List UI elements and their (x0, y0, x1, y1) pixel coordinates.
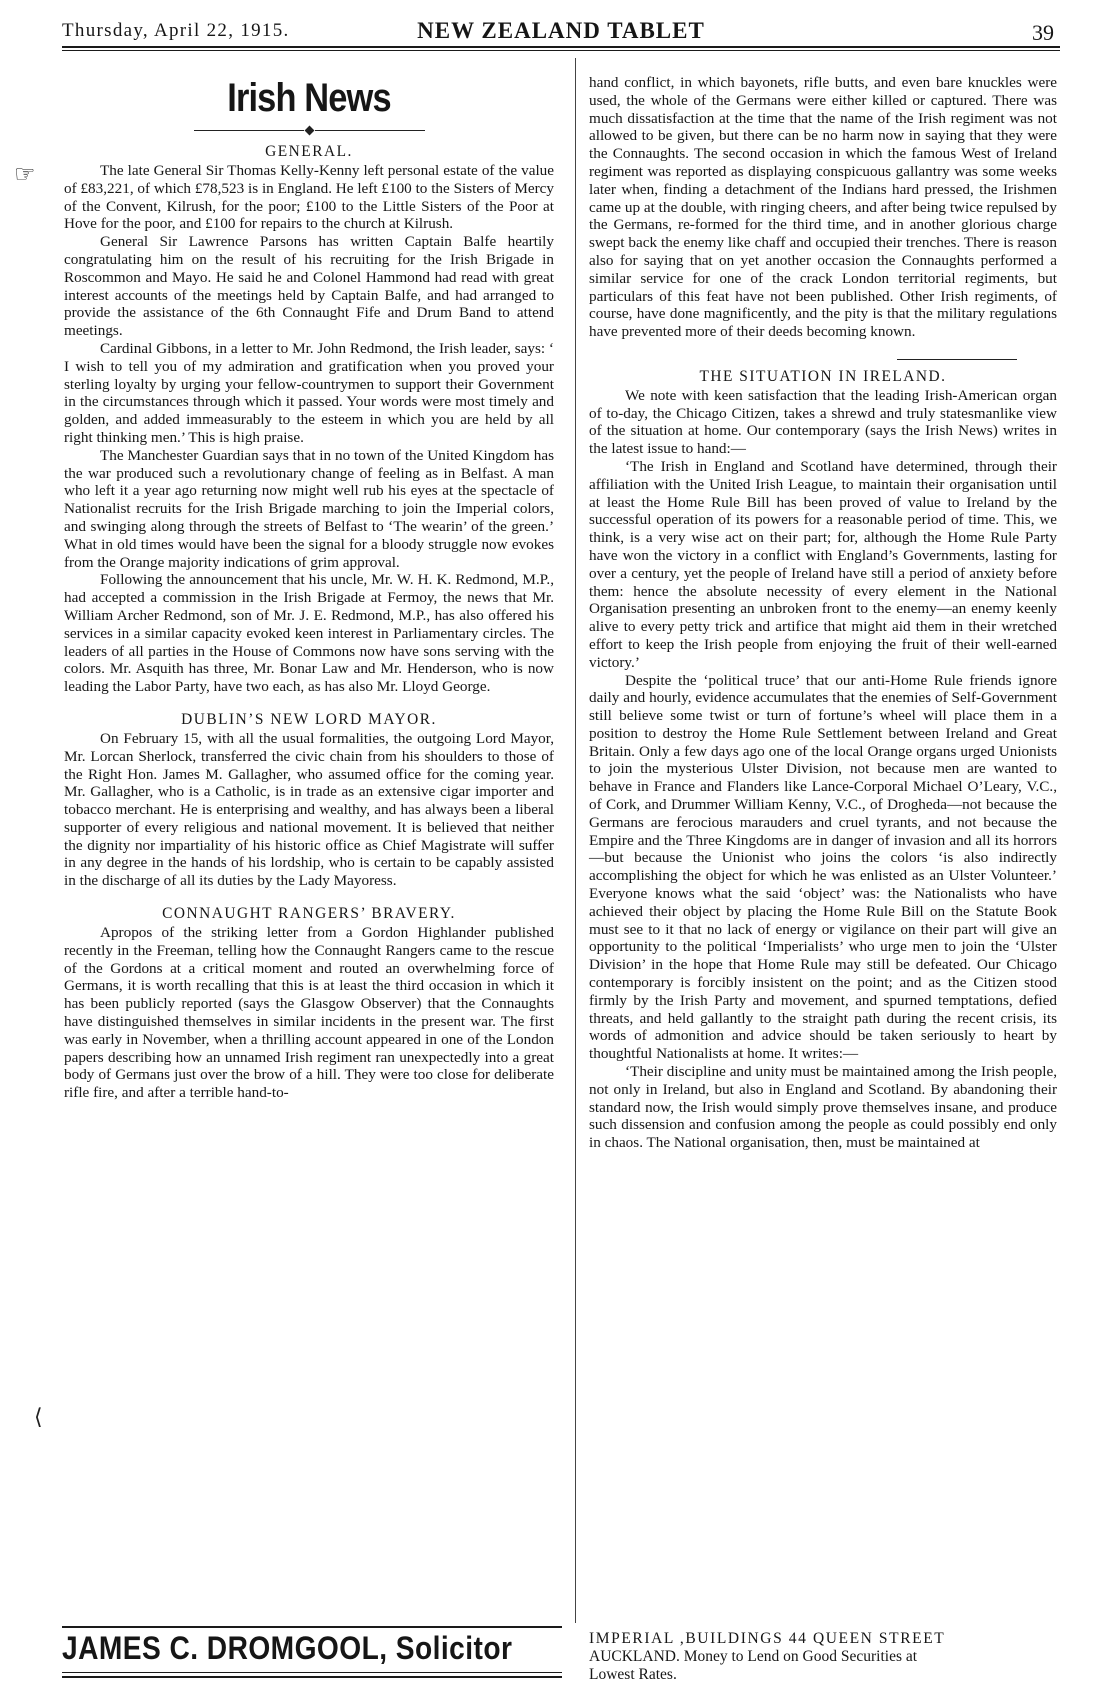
heading-dublin-lord-mayor: DUBLIN’S NEW LORD MAYOR. (181, 710, 437, 728)
section-title: Irish News (227, 76, 391, 120)
article-paragraph: On February 15, with all the usual formalities, the outgoing Lord Mayor, Mr. Lorcan Sherlock, transferred the civic chain from his shoulders to those of the Right Hon. James M. Gallagher, who assumed office for the coming year. Mr. Gallagher, who is a Catholic, is in trade as an extensive cigar importer and tobacco merchant. He is enterprising and wealthy, and has always been a liberal supporter of every religious and national movement. It is believed that neither the dignity nor impartiality of his historic office as Chief Magistrate will suffer in any degree in the hands of his lordship, who is certain to be capably assisted in the discharge of all its duties by the Lady Mayoress. (64, 729, 554, 890)
article-paragraph: The late General Sir Thomas Kelly-Kenny left personal estate of the value of £83,221, of which £78,523 is in England. He left £100 to the Sisters of Mercy of the Convent, Kilrush, for the poor; £100 to the Little Sisters of the Poor at Hove for the poor, and £100 for repairs to the church at Kilrush. (64, 162, 554, 233)
advert-offer: AUCKLAND. Money to Lend on Good Securities at (589, 1648, 918, 1665)
article-paragraph: General Sir Lawrence Parsons has written Captain Balfe heartily congratulating him on the result of his recruiting for the Irish Brigade in Roscommon and Mayo. He said he and Colonel Hammond had read with great interest accounts of the meetings held by Captain Balfe, and had arranged to provide the assistance of the 6th Connaught Fife and Drum Band to attend meetings. (64, 233, 554, 340)
advert-address: IMPERIAL ,BUILDINGS 44 QUEEN STREET (589, 1630, 946, 1647)
advert-rule-thin (62, 1672, 562, 1673)
advert-rates: Lowest Rates. (589, 1666, 677, 1683)
right-column (589, 74, 1057, 1152)
article-paragraph: ‘Their discipline and unity must be maintained among the Irish people, not only in Ireland, but also in England and Scotland. By abandoning their standard now, the Irish would simply prove themselves insane, and produce such dissension and confusion among the people as could possibly end only in chaos. The National organisation, then, must be maintained at (589, 1063, 1057, 1152)
pointing-hand-icon: ☞ (14, 162, 36, 188)
heading-situation-in-ireland: THE SITUATION IN IRELAND. (699, 367, 947, 385)
article-paragraph: Cardinal Gibbons, in a letter to Mr. John Redmond, the Irish leader, says: ‘ I wish to tell you of my admiration and gratification when you proved your sterling loyalty by urging your fellow-countrymen to support their Government in the circumstances through which it passed. Your words were most timely and golden, and added immeasurably to the esteem in which you are held by all right thinking men.’ This is high praise. (64, 339, 554, 446)
newspaper-name: NEW ZEALAND TABLET (417, 18, 705, 43)
masthead (62, 18, 1060, 44)
article-paragraph: Despite the ‘political truce’ that our anti-Home Rule friends ignore daily and hourly, evidence accumulates that the enemies of Self-Government still believe some twist or turn of fortune’s wheel will place them in a position to destroy the Home Rule Settlement between Ireland and Great Britain. Only a few days ago one of the local Orange organs urged Unionists to join the mysterious Ulster Division, not because men are wanted to behave in France and Flanders like Lance-Corporal Michael O’Leary, V.C., of Cork, and Drummer William Kenny, V.C., of Drogheda—not because the Germans are ferocious marauders and cruel tyrants, and not because the Empire and the Three Kingdoms are in danger of invasion and all its horrors —but because the Unionist who joins the colors ‘is also indirectly accomplishing the object for which he was enlisted as an Ulster Volunteer.’ Everyone knows what the said ‘object’ was: the Nationalists who have achieved their object by placing the Home Rule Bill on the Statute Book must see to it that no lack of energy or vigilance on their part will give an opportunity to the political ‘Imperialists’ who urge men to join the ‘Ulster Division’ in the hope that Home Rule may still be defeated. Our Chicago contemporary is forcibly insistent on the point; and as the Citizen stood firmly by the Irish Party and movement, and spurned temptations, defied threats, and held gallantly to the straight path during the recent crisis, its words of admonition and advice should be taken seriously to heart by thoughtful Nationalists at home. It writes:— (589, 671, 1057, 1063)
article-paragraph: ‘The Irish in England and Scotland have determined, through their affiliation with the United Irish League, to maintain their organisation until at least the Home Rule Bill has been proved of value to Ireland by the successful operation of its powers for a reasonable period of time. This, we think, is a very wise act on their part; for, although the Home Rule Party have won the victory in a conflict with England’s Governments, lasting for over a century, yet the people of Ireland have still a period of anxiety before them: hence the absolute necessity of every element in the National Organisation presenting an unbroken front to the enemy—an enemy keenly alive to every petty trick and artifice that might aid them in their wretched effort to keep the Irish people from enjoying the fruit of their well-earned victory.’ (589, 457, 1057, 671)
article-continuation: hand conflict, in which bayonets, rifle butts, and even bare knuckles were used, the whole of the Germans were either killed or captured. There was much dissatisfaction at the time that the name of the Irish regiment was not allowed to be given, but there can be no harm now in saying that they were the Connaughts. The second occasion in which the famous West of Ireland regiment was reported as displaying conspicuous gallantry was some weeks later when, finding a detachment of the Indians hard pressed, the Irishmen came up at the double, with ringing cheers, and after being twice repulsed by the Germans, re-formed for the third time, and in another glorious charge swept back the enemy like chaff and occupied their trenches. There is reason also for saying that on yet another occasion the Connaughts performed a similar service for one of the crack London territorial regiments, but particulars of this feat have not been published. Other Irish regiments, of course, have done magnificently, and the pity is that the military regulations have prevented more of their deeds becoming known. (589, 74, 1057, 341)
left-column (64, 74, 554, 1102)
article-paragraph: Following the announcement that his uncle, Mr. W. H. K. Redmond, M.P., had accepted a commission in the Irish Brigade at Fermoy, the news that Mr. William Archer Redmond, son of Mr. J. E. Redmond, M.P., has also offered his services in a similar capacity evoked keen interest in Parliamentary circles. The leaders of all parties in the House of Commons now have sons serving with the colors. Mr. Asquith has three, Mr. Bonar Law and Mr. Henderson, who is now leading the Labor Party, have two each, as has also Mr. Lloyd George. (64, 571, 554, 696)
article-paragraph: We note with keen satisfaction that the leading Irish-American organ of to-day, the Chicago Citizen, takes a shrewd and truly statesmanlike view of the situation at home. Our contemporary (says the Irish News) writes in the latest issue to hand:— (589, 386, 1057, 458)
advert-rule (62, 1626, 562, 1628)
heading-connaught-rangers: CONNAUGHT RANGERS’ BRAVERY. (162, 905, 456, 923)
masthead-rule (62, 46, 1060, 48)
issue-date: Thursday, April 22, 1915. (62, 20, 290, 41)
section-rule (589, 347, 1017, 365)
masthead-rule-thin (62, 50, 1060, 51)
article-paragraph: Apropos of the striking letter from a Gordon Highlander published recently in the Freeman, telling how the Connaught Rangers came to the rescue of the Gordons at a critical moment and routed an overwhelming force of Germans, it is worth recalling that this is at least the third occasion in which it has been publicly reported (says the Glasgow Observer) that the Connaughts have distinguished themselves in similar incidents in the present war. The first was early in November, when a thrilling account appeared in one of the London papers describing how an unnamed Irish regiment ran unexpectedly into a great body of Germans just over the brow of a hill. They were too close for deliberate rifle fire, and after a terrible hand-to- (64, 924, 554, 1102)
article-paragraph: The Manchester Guardian says that in no town of the United Kingdom has the war produced such a revolutionary change of feeling as in Belfast. A man who left it a year ago returning now might well rub his eyes at the spectacle of Nationalist recruits for the Irish Brigade marching to join the Imperial colors, and swinging along through the streets of Belfast to ‘The wearin’ of the green.’ What in old times would have been the signal for a bloody struggle now evokes from the Orange majority indications of grim approval. (64, 446, 554, 571)
title-ornament (64, 126, 554, 136)
advert-text (589, 1630, 1059, 1684)
page-number: 39 (1032, 20, 1054, 45)
advert-name: JAMES C. DROMGOOL, Solicitor (62, 1630, 513, 1666)
advert-rule-thick (62, 1676, 562, 1678)
heading-general: GENERAL. (265, 143, 353, 160)
margin-bracket-mark: ⟨ (34, 1404, 43, 1429)
column-divider (575, 58, 576, 1623)
